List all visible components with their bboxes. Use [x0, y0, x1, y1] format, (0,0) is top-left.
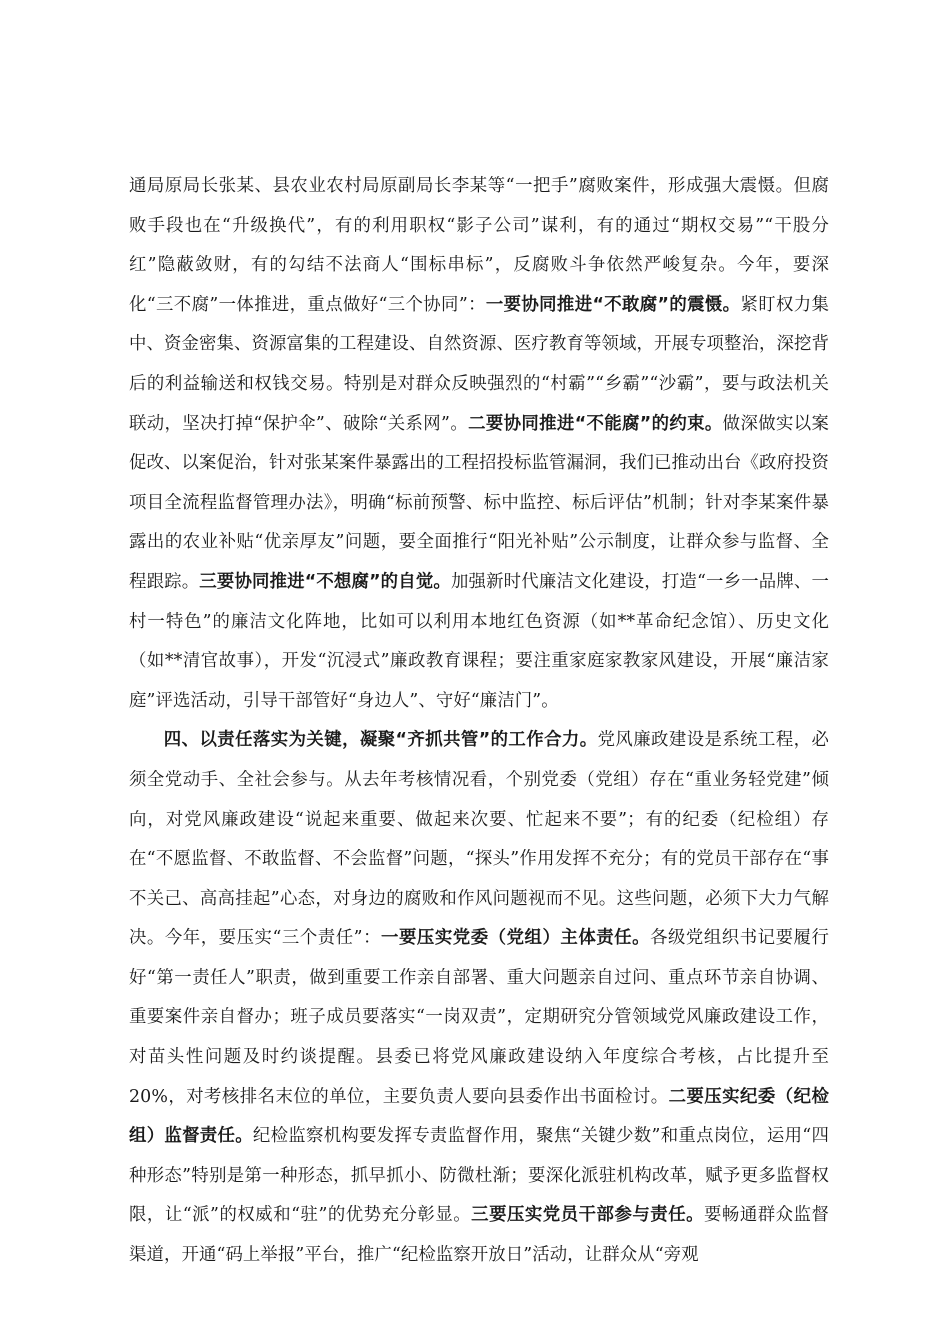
body-text: 通局原局长张某、县农业农村局原副局长李某等“一把手”腐败案件，形成强大震慑。但腐败手段也在“升级换代”，有的利用职权“影子公司”谋利，有的通过“期权交易”“干股分红”隐蔽敛财，有的勾结不法商人“围标串标”，反腐败斗争依然严峻复杂。今年，要深化“三不腐”一体推进，重点做好“三个协同”： [129, 176, 829, 315]
body-text: 要畅通群众监督渠道，开通“码上举报”平台，推广“纪检监察开放日”活动，让群众从“旁观 [129, 1205, 829, 1266]
body-text: 党风廉政建设是系统工程，必须全党动手、全社会参与。从去年考核情况看，个别党委（党组）存在“重业务轻党建”倾向，对党风廉政建设“说起来重要、做起来次要、忙起来不要”；有的纪委（纪检组）存在“不愿监督、不敢监督、不会监督”问题，“探头”作用发挥不充分；有的党员干部存在“事不关己、高高挂起”心态，对身边的腐败和作风问题视而不见。这些问题，必须下大力气解决。今年，要压实“三个责任”： [129, 730, 829, 949]
document-body [129, 167, 829, 1276]
bold-heading-text: 二要压实纪委（纪检组）监督责任。 [129, 1086, 829, 1147]
body-text: 纪检监察机构要发挥专责监督作用，聚焦“关键少数”和重点岗位，运用“四种形态”特别是第一种形态，抓早抓小、防微杜渐；要深化派驻机构改革，赋予更多监督权限，让“派”的权威和“驻”的优势充分彰显。 [129, 1126, 829, 1226]
bold-heading-text: 三要压实党员干部参与责任。 [471, 1205, 705, 1226]
bold-heading-text: 二要协同推进“不能腐”的约束。 [468, 413, 723, 434]
body-text: 加强新时代廉洁文化建设，打造“一乡一品牌、一村一特色”的廉洁文化阵地，比如可以利用本地红色资源（如**革命纪念馆）、历史文化（如**清官故事），开发“沉浸式”廉政教育课程；要注重家庭家教家风建设，开展“廉洁家庭”评选活动，引导干部管好“身边人”、守好“廉洁门”。 [129, 571, 829, 711]
bold-heading-text: 一要协同推进“不敢腐”的震慑。 [485, 294, 741, 315]
body-text: 紧盯权力集中、资金密集、资源富集的工程建设、自然资源、医疗教育等领域，开展专项整治，深挖背后的利益输送和权钱交易。特别是对群众反映强烈的“村霸”“乡霸”“沙霸”，要与政法机关联动，坚决打掉“保护伞”、破除“关系网”。 [129, 294, 829, 434]
bold-heading-text: 三要协同推进“不想腐”的自觉。 [199, 571, 451, 592]
body-text: 各级党组织书记要履行好“第一责任人”职责，做到重要工作亲自部署、重大问题亲自过问、重点环节亲自协调、重要案件亲自督办；班子成员要落实“一岗双责”，定期研究分管领域党风廉政建设工作，对苗头性问题及时约谈提醒。县委已将党风廉政建设纳入年度综合考核，占比提升至20%，对考核排名末位的单位，主要负责人要向县委作出书面检讨。 [129, 928, 829, 1107]
paragraph [129, 167, 829, 721]
paragraph [129, 721, 829, 1275]
body-text: 做深做实以案促改、以案促治，针对张某案件暴露出的工程招投标监管漏洞，我们已推动出台《政府投资项目全流程监督管理办法》，明确“标前预警、标中监控、标后评估”机制；针对李某案件暴露出的农业补贴“优亲厚友”问题，要全面推行“阳光补贴”公示制度，让群众参与监督、全程跟踪。 [129, 413, 829, 592]
bold-heading-text: 一要压实党委（党组）主体责任。 [381, 928, 651, 949]
bold-heading-text: 四、以责任落实为关键，凝聚“齐抓共管”的工作合力。 [163, 730, 598, 751]
